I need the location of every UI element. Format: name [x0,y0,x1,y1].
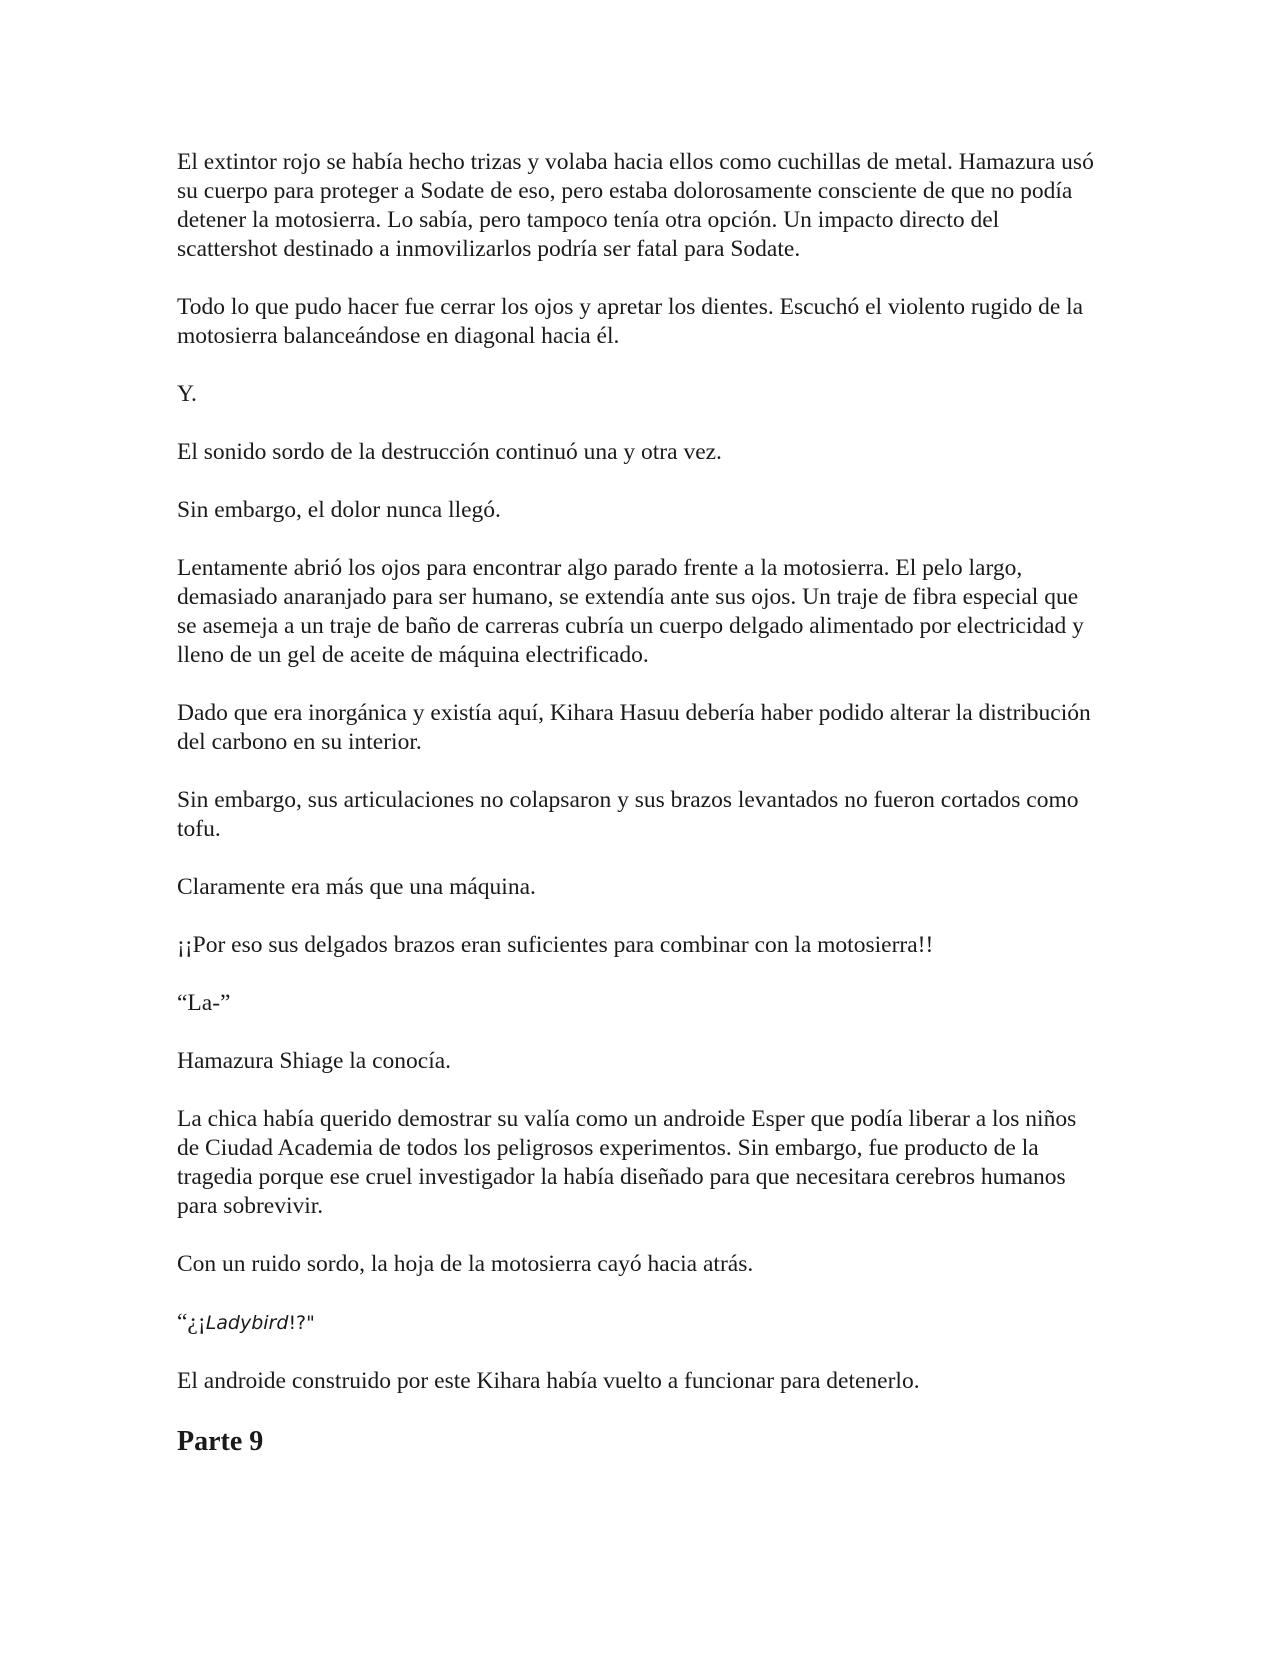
quote-open: “¿¡ [177,1309,206,1335]
ladybird-quote [177,1308,1097,1338]
paragraph: El extintor rojo se había hecho trizas y volaba hacia ellos como cuchillas de metal. Hamazura usó su cuerpo para proteger a Sodate de eso, pero estaba dolorosamente consciente de que no podía detener la motosierra. Lo sabía, pero tampoco tenía otra opción. Un impacto directo del scattershot destinado a inmovilizarlos podría ser fatal para Sodate. [177,149,1094,262]
paragraph: La chica había querido demostrar su valía como un androide Esper que podía liberar a los niños de Ciudad Academia de todos los peligrosos experimentos. Sin embargo, fue producto de la tragedia porque ese cruel investigador la había diseñado para que necesitara cerebros humanos para sobrevivir. [177,1106,1077,1219]
paragraph: Claramente era más que una máquina. [177,874,536,900]
paragraph: Y. [177,381,197,407]
paragraph: Con un ruido sordo, la hoja de la motosierra cayó hacia atrás. [177,1251,754,1277]
paragraph: “La-” [177,990,231,1016]
paragraph: Todo lo que pudo hacer fue cerrar los ojos y apretar los dientes. Escuchó el violento rugido de la motosierra balanceándose en diagonal hacia él. [177,294,1084,349]
paragraph: El androide construido por este Kihara había vuelto a funcionar para detenerlo. [177,1368,920,1394]
paragraph: Sin embargo, el dolor nunca llegó. [177,497,501,523]
document-body [177,148,1097,1459]
paragraph: Hamazura Shiage la conocía. [177,1048,452,1074]
section-heading: Parte 9 [177,1426,264,1457]
paragraph: Dado que era inorgánica y existía aquí, Kihara Hasuu debería haber podido alterar la distribución del carbono en su interior. [177,700,1091,755]
paragraph: Lentamente abrió los ojos para encontrar algo parado frente a la motosierra. El pelo largo, demasiado anaranjado para ser humano, se extendía ante sus ojos. Un traje de fibra especial que se asemeja a un traje de baño de carreras cubría un cuerpo delgado alimentado por electricidad y lleno de un gel de aceite de máquina electrificado. [177,555,1084,668]
quote-close: !?" [288,1312,315,1334]
paragraph: ¡¡Por eso sus delgados brazos eran suficientes para combinar con la motosierra!! [177,932,934,958]
quote-name: Ladybird [205,1312,289,1334]
paragraph: Sin embargo, sus articulaciones no colapsaron y sus brazos levantados no fueron cortados como tofu. [177,787,1079,842]
paragraph: El sonido sordo de la destrucción continuó una y otra vez. [177,439,722,465]
